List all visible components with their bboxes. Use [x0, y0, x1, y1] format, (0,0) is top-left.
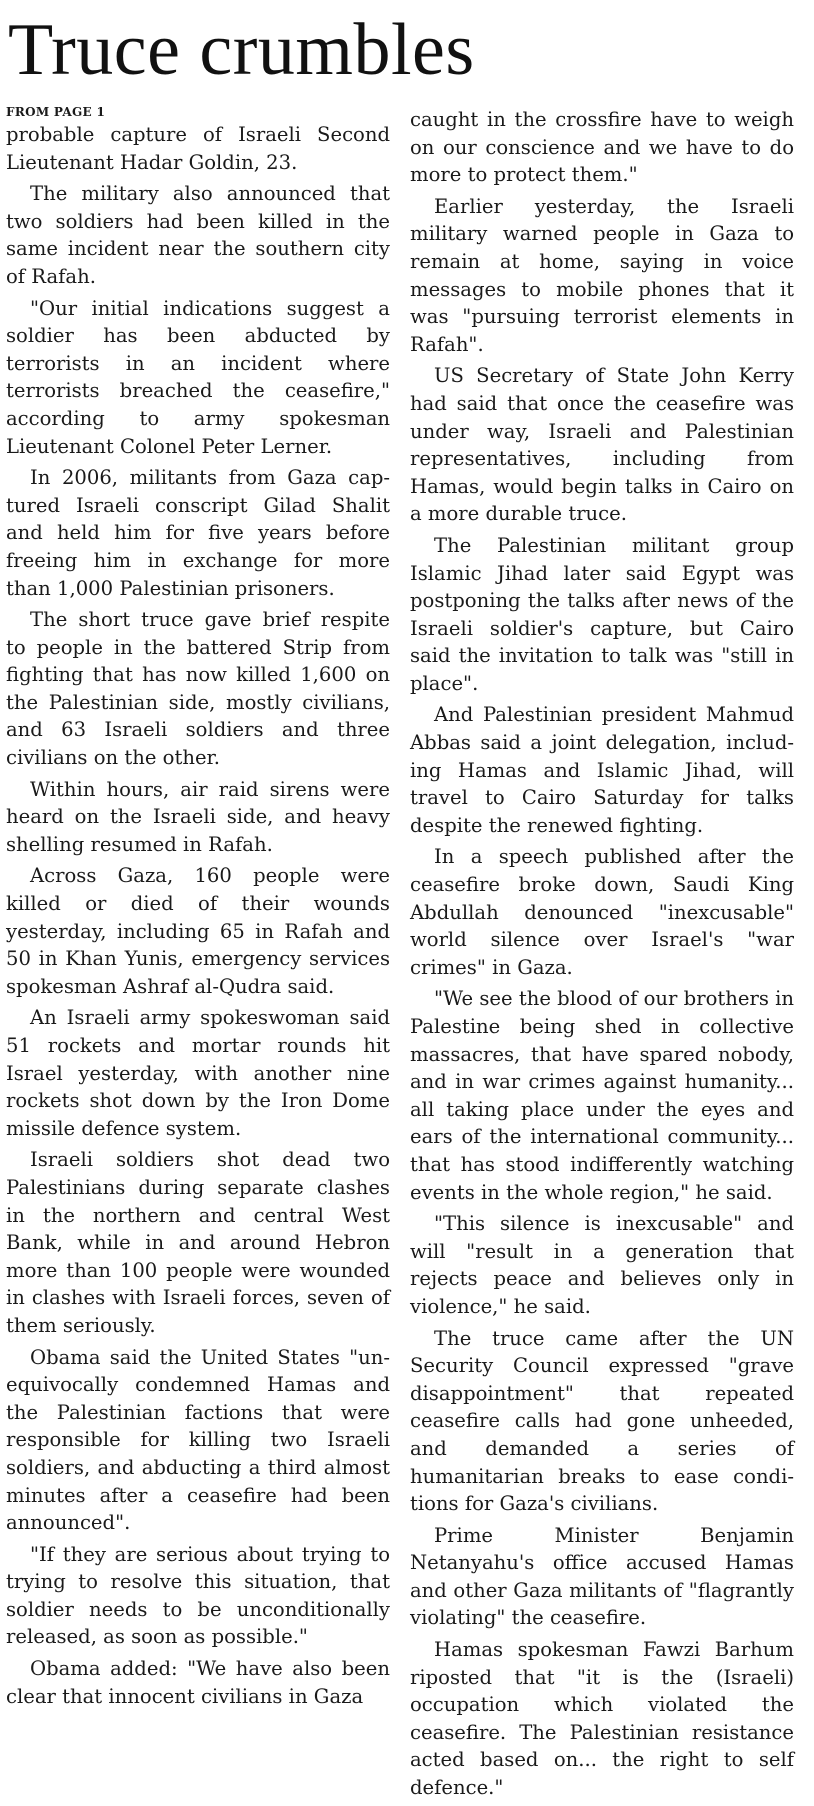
article-paragraph: The truce came after the UN Security Council expressed "grave disappointment" that repeated ceasefire calls had gone unheeded, and demanded a series of humanitarian breaks to ease conditions for Gaza's civilians. — [410, 1326, 794, 1516]
article-paragraph: The military also announced that two soldiers had been killed in the same incident near the southern city of Rafah. — [6, 182, 390, 288]
article-column-left — [6, 104, 390, 1714]
article-paragraph: "We see the blood of our brothers in Palestine being shed in collective massacres, that have spared nobody, and in war crimes against humanity... all taking place under the eyes and ears of the international community... that has stood indifferently watching events in the whole region," he said. — [410, 987, 794, 1204]
article-paragraph: Obama said the United States "unequivocally condemned Hamas and the Palestinian factions that were responsible for killing two Israeli soldiers, and abducting a third almost minutes after a ceasefire had been announced". — [6, 1345, 390, 1535]
article-paragraph: Israeli soldiers shot dead two Palestinians during separate clashes in the northern and central West Bank, while in and around Hebron more than 100 people were wounded in clashes with Israeli forces, seven of them seriously. — [6, 1148, 390, 1337]
article-headline: Truce crumbles — [8, 9, 475, 91]
continued-from-label: FROM PAGE 1 — [6, 105, 106, 119]
article-paragraph: In 2006, militants from Gaza captured Israeli conscript Gilad Shalit and held him for five years before freeing him in exchange for more than 1,000 Palestinian prisoners. — [6, 466, 390, 600]
article-paragraph: "If they are serious about trying to trying to resolve this situation, that soldier needs to be unconditionally released, as soon as possible." — [6, 1542, 390, 1649]
article-paragraph: Across Gaza, 160 people were killed or died of their wounds yesterday, including 65 in Rafah and 50 in Khan Yunis, emergency services spokesman Ashraf al-Qudra said. — [6, 864, 390, 998]
article-paragraph: Within hours, air raid sirens were heard on the Israeli side, and heavy shelling resumed in Rafah. — [6, 777, 390, 856]
article-paragraph: caught in the crossfire have to weigh on our conscience and we have to do more to protect them." — [410, 108, 794, 187]
article-paragraph: "Our initial indications suggest a soldier has been abducted by terrorists in an incident where terrorists breached the ceasefire," according to army spokesman Lieutenant Colonel Peter Lerner. — [6, 296, 390, 458]
article-paragraph: The short truce gave brief respite to people in the battered Strip from fighting that has now killed 1,600 on the Palestinian side, mostly civilians, and 63 Israeli soldiers and three civilians on the other. — [6, 608, 390, 770]
article-column-right — [410, 106, 794, 1806]
article-paragraph: Prime Minister Benjamin Netanyahu's office accused Hamas and other Gaza militants of "flagrantly violating" the ceasefire. — [410, 1523, 794, 1630]
article-paragraph: And Palestinian president Mahmud Abbas said a joint delegation, including Hamas and Islamic Jihad, will travel to Cairo Saturday for talks despite the renewed fighting. — [410, 703, 794, 837]
article-paragraph: "This silence is inexcusable" and will "result in a generation that rejects peace and believes only in violence," he said. — [410, 1212, 794, 1318]
article-paragraph: In a speech published after the ceasefire broke down, Saudi King Abdullah denounced "inexcusable" world silence over Israel's "war crimes" in Gaza. — [410, 845, 794, 979]
article-paragraph: US Secretary of State John Kerry had said that once the ceasefire was under way, Israeli and Palestinian representatives, including from Hamas, would begin talks in Cairo on a more durable truce. — [410, 364, 794, 526]
article-paragraph: An Israeli army spokeswoman said 51 rockets and mortar rounds hit Israel yesterday, with another nine rockets shot down by the Iron Dome missile defence system. — [6, 1006, 390, 1140]
article-paragraph: Hamas spokesman Fawzi Barhum riposted that "it is the (Israeli) occupation which violated the ceasefire. The Palestinian resistance acted based on... the right to self defence." — [410, 1638, 794, 1800]
article-paragraph: Obama added: "We have also been clear that innocent civilians in Gaza — [6, 1657, 390, 1708]
article-paragraph: The Palestinian militant group Islamic Jihad later said Egypt was postponing the talks after news of the Israeli soldier's capture, but Cairo said the invitation to talk was "still in place". — [410, 533, 794, 695]
article-paragraph: probable capture of Israeli Second Lieutenant Hadar Goldin, 23. — [6, 123, 390, 174]
article-paragraph: Earlier yesterday, the Israeli military warned people in Gaza to remain at home, saying in voice messages to mobile phones that it was "pursuing terrorist elements in Rafah". — [410, 194, 794, 356]
